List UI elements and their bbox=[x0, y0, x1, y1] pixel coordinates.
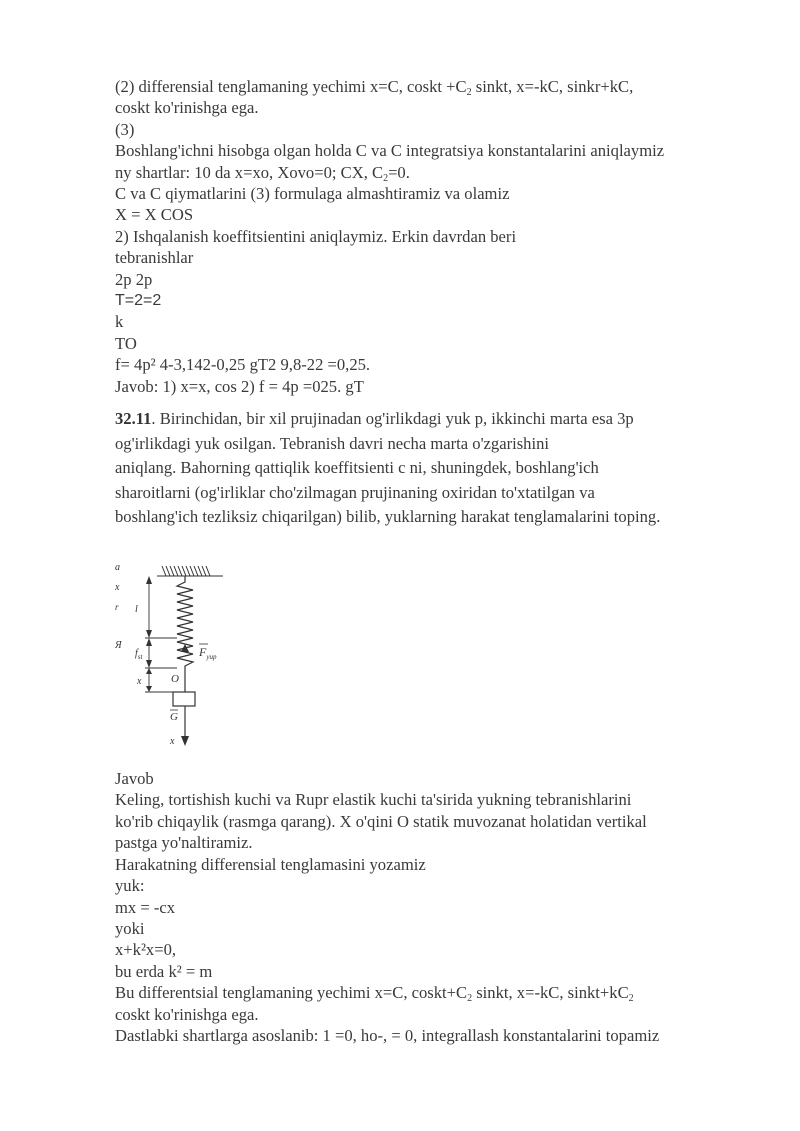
formula-line: bu erda k² = m bbox=[115, 961, 213, 981]
gravity-arrow bbox=[181, 736, 189, 746]
label-x-axis: x bbox=[170, 736, 175, 748]
left-label-a: a bbox=[115, 562, 120, 574]
problem-line: 32.11. Birinchidan, bir xil prujinadan og'irlikdagi yuk p, ikkinchi marta esa 3p bbox=[115, 409, 634, 429]
label-G: G bbox=[170, 711, 178, 724]
spring-mass-figure bbox=[115, 560, 235, 750]
text-line: coskt ko'rinishga ega. bbox=[115, 1004, 259, 1024]
text-line: coskt ko'rinishga ega. bbox=[115, 98, 259, 118]
text-line: ko'rib chiqaylik (rasmga qarang). X o'qini O statik muvozanat holatidan vertikal bbox=[115, 811, 647, 831]
problem-statement bbox=[115, 407, 755, 530]
text-line: (2) differensial tenglamaning yechimi x=C, coskt $+C_2$ sinkt, x=-kC, sinkr+kC, bbox=[115, 77, 634, 98]
text-line: yuk: bbox=[115, 876, 145, 896]
label-fst: $f_{st}$ bbox=[135, 648, 143, 662]
text-line: C va C qiymatlarini (3) formulaga almashtiramiz va olamiz bbox=[115, 184, 510, 204]
text-line: Bu differentsial tenglamaning yechimi x=C, $coskt+C_2$ sinkt, x=-kC, $sinkt+kC_2$ bbox=[115, 983, 634, 1005]
spring-mass-diagram bbox=[115, 560, 235, 750]
answer-heading: Javob bbox=[115, 769, 154, 789]
left-label-r: r bbox=[115, 602, 119, 613]
label-x1: x bbox=[137, 676, 142, 688]
problem-line: aniqlang. Bahorning qattiqlik koeffitsienti c ni, shuningdek, boshlang'ich bbox=[115, 458, 599, 478]
label-O: O bbox=[171, 673, 179, 686]
text-line: ny shartlar: 10 da x=xo, Xovo=0; CX, $C_2=0$. bbox=[115, 162, 410, 184]
left-label-ya: Я bbox=[115, 640, 122, 652]
formula-line: TO bbox=[115, 333, 137, 353]
text-line: Keling, tortishish kuchi va Rupr elastik kuchi ta'sirida yukning tebranishlarini bbox=[115, 790, 632, 810]
formula-line: x+k²x=0, bbox=[115, 940, 177, 960]
answer-section bbox=[115, 768, 755, 1046]
formula-line: mx = -cx bbox=[115, 897, 176, 917]
answer-line: Javob: 1) x=x, cos 2) f = 4p =025. gT bbox=[115, 376, 364, 396]
formula-line: T=2=2 bbox=[115, 292, 162, 310]
text-line: 2) Ishqalanish koeffitsientini aniqlaymiz. Erkin davrdan beri bbox=[115, 226, 517, 246]
formula-line: k bbox=[115, 312, 124, 332]
text-line: tebranishlar bbox=[115, 248, 194, 268]
solution-section bbox=[115, 76, 755, 397]
formula-line: X = X COS bbox=[115, 205, 194, 225]
equation-number: (3) bbox=[115, 119, 135, 139]
problem-number: 32.11 bbox=[115, 409, 152, 429]
problem-line: boshlang'ich tezliksiz chiqarilgan) bilib, yuklarning harakat tenglamalarini toping. bbox=[115, 507, 661, 527]
text-line: yoki bbox=[115, 918, 145, 938]
problem-line: og'irlikdagi yuk osilgan. Tebranish davri necha marta o'zgarishini bbox=[115, 433, 549, 453]
problem-line: sharoitlarni (og'irliklar cho'zilmagan prujinaning oxiridan to'xtatilgan va bbox=[115, 482, 595, 502]
label-l: l bbox=[135, 604, 138, 616]
ceiling-support bbox=[157, 566, 223, 576]
formula-line: f= 4p² 4-3,142-0,25 gT2 9,8-22 =0,25. bbox=[115, 355, 371, 375]
text-line: Harakatning differensial tenglamasini yozamiz bbox=[115, 854, 426, 874]
load-block bbox=[173, 692, 195, 706]
label-F: $F_{yup}$ bbox=[199, 645, 217, 662]
text-line: Boshlang'ichni hisobga olgan holda C va C integratsiya konstantalarini aniqlaymiz bbox=[115, 141, 665, 161]
formula-line: 2p 2p bbox=[115, 269, 153, 289]
text-line: pastga yo'naltiramiz. bbox=[115, 833, 253, 853]
left-label-x: x bbox=[115, 582, 120, 594]
document-page bbox=[115, 76, 755, 1046]
spring bbox=[177, 576, 193, 692]
text-line: Dastlabki shartlarga asoslanib: 1 =0, ho-, = 0, integrallash konstantalarini topamiz bbox=[115, 1025, 660, 1045]
